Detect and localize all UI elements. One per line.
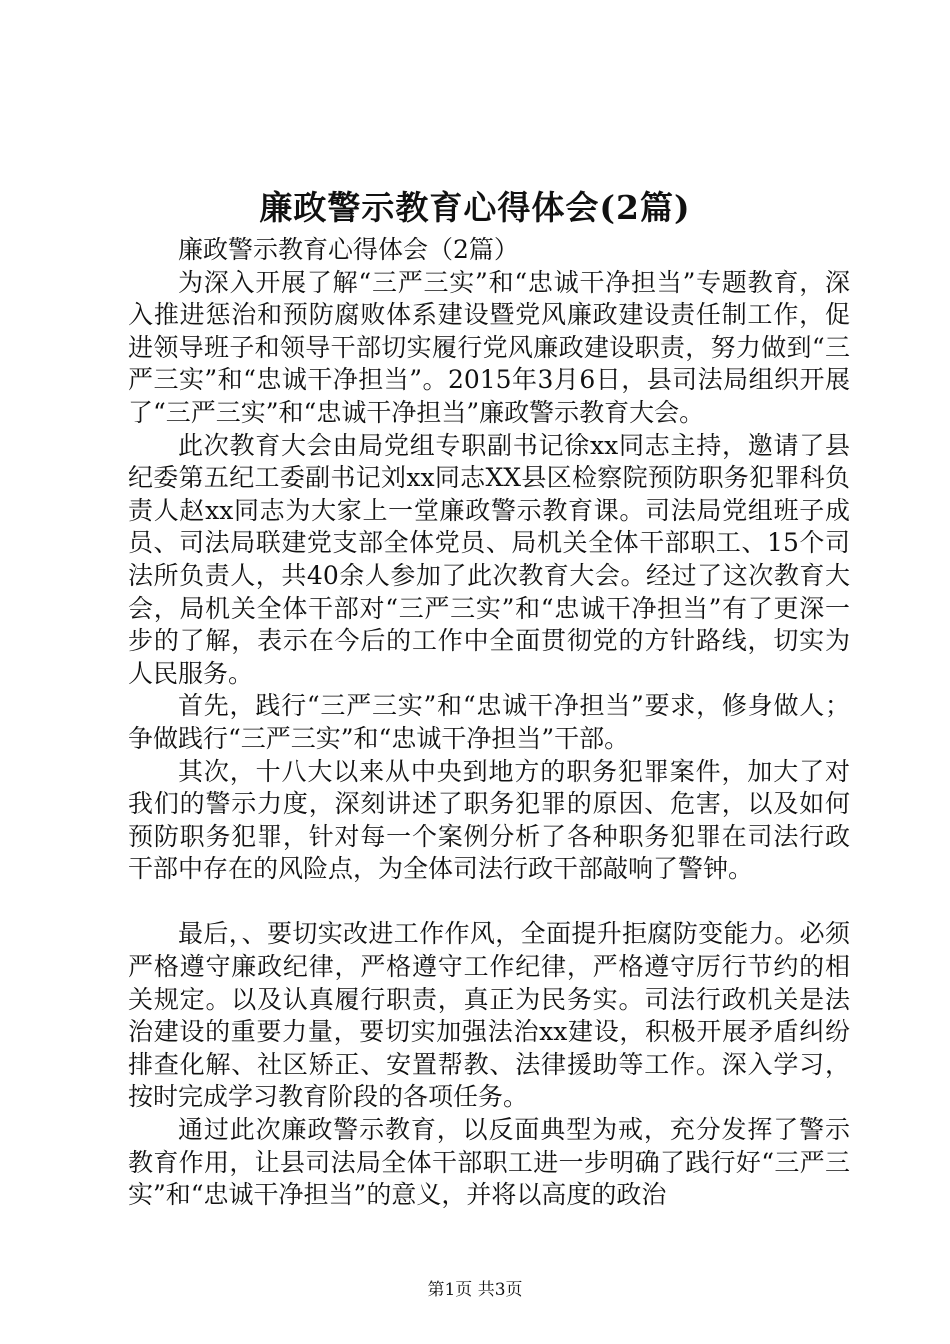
- paragraph-intro: 为深入开展了解“三严三实”和“忠诚干净担当”专题教育，深入推进惩治和预防腐败体系建设暨党风廉政建设责任制工作，促进领导班子和领导干部切实履行党风廉政建设职责，努力做到“三严三实”和“忠诚干净担当”。2015年3月6日，县司法局组织开展了“三严三实”和“忠诚干净担当”廉政警示教育大会。: [128, 267, 850, 427]
- paragraph-subtitle: 廉政警示教育心得体会（2篇）: [178, 235, 519, 264]
- document-body: [128, 234, 850, 1212]
- paragraph-last: 最后，、要切实改进工作作风，全面提升拒腐防变能力。必须严格遵守廉政纪律，严格遵守工作纪律，严格遵守厉行节约的相关规定。以及认真履行职责，真正为民务实。司法行政机关是法治建设的重要力量，要切实加强法治xx建设，积极开展矛盾纠纷排查化解、社区矫正、安置帮教、法律援助等工作。深入学习，按时完成学习教育阶段的各项任务。: [128, 919, 850, 1112]
- paragraph-second: 其次，十八大以来从中央到地方的职务犯罪案件，加大了对我们的警示力度，深刻讲述了职务犯罪的原因、危害，以及如何预防职务犯罪，针对每一个案例分析了各种职务犯罪在司法行政干部中存在的风险点，为全体司法行政干部敲响了警钟。: [128, 756, 850, 884]
- page-number: 第1页 共3页: [427, 1280, 523, 1300]
- paragraph-conclusion: 通过此次廉政警示教育，以反面典型为戒，充分发挥了警示教育作用，让县司法局全体干部职工进一步明确了践行好“三严三实”和“忠诚干净担当”的意义，并将以高度的政治: [128, 1115, 850, 1210]
- paragraph-meeting: 此次教育大会由局党组专职副书记徐xx同志主持，邀请了县纪委第五纪工委副书记刘xx同志XX县区检察院预防职务犯罪科负责人赵xx同志为大家上一堂廉政警示教育课。司法局党组班子成员、司法局联建党支部全体党员、局机关全体干部职工、15个司法所负责人，共40余人参加了此次教育大会。经过了这次教育大会，局机关全体干部对“三严三实”和“忠诚干净担当”有了更深一步的了解，表示在今后的工作中全面贯彻党的方针路线，切实为人民服务。: [128, 430, 850, 688]
- paragraph-first: 首先，践行“三严三实”和“忠诚干净担当”要求，修身做人；争做践行“三严三实”和“忠诚干净担当”干部。: [128, 691, 850, 753]
- document-title: 廉政警示教育心得体会(2篇): [259, 188, 691, 227]
